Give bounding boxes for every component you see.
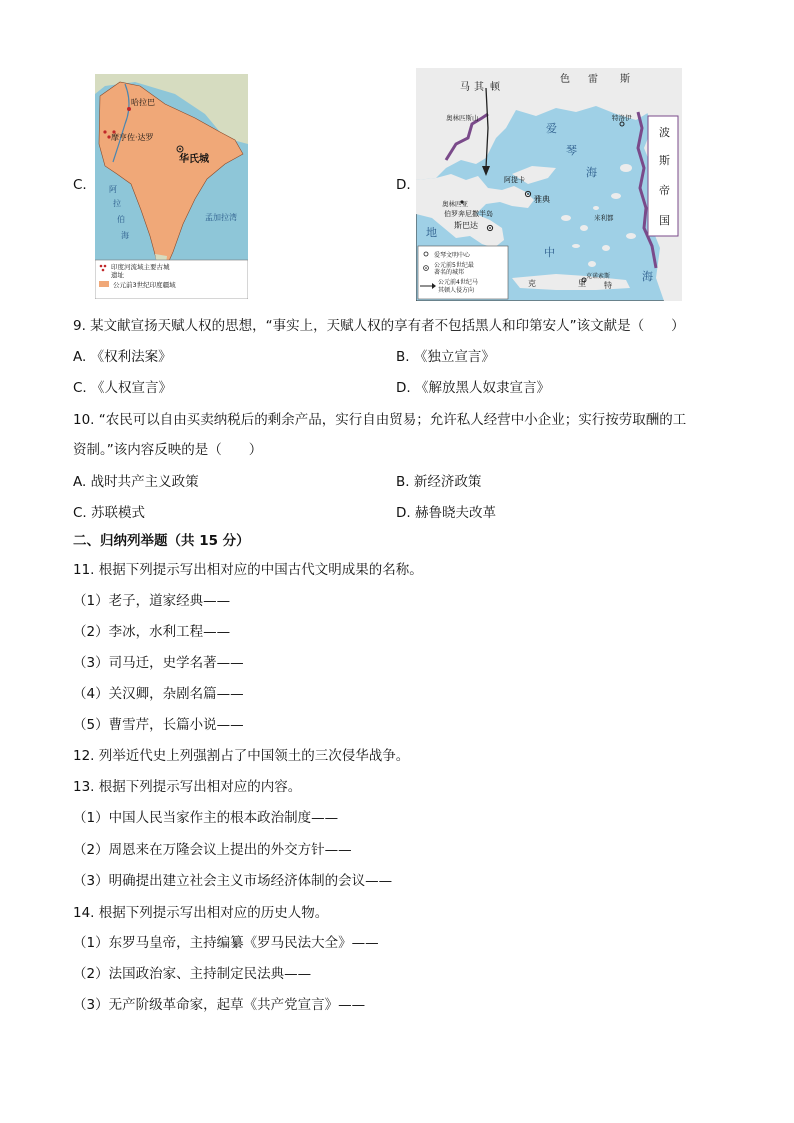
q11-item-1: （1）老子，道家经典—— [73, 593, 231, 609]
q13-item-2: （2）周恩来在万隆会议上提出的外交方针—— [73, 842, 352, 858]
q9-option-b: B. 《独立宣言》 [396, 349, 495, 365]
q10-option-a: A. 战时共产主义政策 [73, 474, 199, 490]
q10-option-b: B. 新经济政策 [396, 474, 482, 490]
q14-stem: 14. 根据下列提示写出相对应的历史人物。 [73, 905, 329, 921]
q9-option-a: A. 《权利法案》 [73, 349, 172, 365]
legend-invasion-line2: 其顿人侵方向 [438, 287, 475, 294]
label-med-1: 地 [426, 226, 437, 239]
q13-stem: 13. 根据下列提示写出相对应的内容。 [73, 779, 302, 795]
map-label-sea-w3: 伯 [117, 215, 125, 224]
label-persia-4: 国 [659, 214, 670, 227]
map-label-sea-w1: 阿 [109, 185, 117, 194]
q14-item-3: （3）无产阶级革命家，起草《共产党宣言》—— [73, 997, 366, 1013]
q10-option-c: C. 苏联模式 [73, 505, 146, 521]
q11-item-4: （4）关汉卿，杂剧名篇—— [73, 686, 244, 702]
legend-city-line1: 公元前5世纪最 [434, 262, 474, 269]
label-athens: 雅典 [534, 195, 550, 204]
q11-item-3: （3）司马迁，史学名著—— [73, 655, 244, 671]
label-macedon-1: 马 [460, 82, 470, 93]
legend-territory: 公元前3世纪印度疆域 [113, 281, 176, 289]
q12-stem: 12. 列举近代史上列强割占了中国领土的三次侵华战争。 [73, 748, 410, 764]
q11-item-5: （5）曹雪芹，长篇小说—— [73, 717, 244, 733]
option-c-label: C. [73, 177, 87, 193]
label-macedon-2: 其 [474, 82, 484, 93]
label-med-2: 中 [544, 246, 555, 259]
map-label-pataliputra: 华氏城 [179, 154, 209, 165]
label-olympus: 奥林匹斯山 [446, 114, 479, 122]
q9-stem: 9. 某文献宣扬天赋人权的思想，“事实上，天赋人权的享有者不包括黑人和印第安人”该文献是（ ） [73, 318, 685, 334]
option-d-label: D. [396, 177, 411, 193]
label-crete-1: 克 [528, 279, 536, 288]
q9-option-c: C. 《人权宣言》 [73, 380, 173, 396]
q10-option-d: D. 赫鲁晓夫改革 [396, 505, 496, 521]
label-persia-2: 斯 [659, 154, 670, 167]
label-troy: 特洛伊 [612, 114, 632, 122]
label-knossos: 克诺索斯 [586, 273, 611, 280]
label-macedon-3: 顿 [490, 82, 500, 93]
map-label-sea-w2: 拉 [113, 199, 121, 208]
q10-stem-line2: 资制。”该内容反映的是（ ） [73, 442, 263, 458]
map-label-bay: 孟加拉湾 [205, 213, 237, 222]
q10-stem-line1: 10. “农民可以自由买卖纳税后的剩余产品，实行自由贸易；允许私人经营中小企业；实行按劳取酬的工 [73, 412, 687, 428]
q13-item-3: （3）明确提出建立社会主义市场经济体制的会议—— [73, 873, 393, 889]
legend-aegean-center: 爱琴文明中心 [434, 252, 471, 259]
label-med-3: 海 [642, 270, 653, 283]
india-map [95, 74, 248, 299]
q9-option-d: D. 《解放黑人奴隶宣言》 [396, 380, 550, 396]
label-thrace-2: 雷 [588, 74, 598, 85]
map-label-harappa: 哈拉巴 [131, 98, 155, 107]
label-crete-2: 里 [578, 279, 586, 288]
section-2-title: 二、归纳列举题（共 15 分） [73, 533, 250, 549]
legend-city-line2: 著名的城邦 [434, 269, 465, 276]
label-peloponnese: 伯罗奔尼撒半岛 [444, 210, 493, 218]
map-label-sea-w4: 海 [121, 231, 129, 240]
q13-item-1: （1）中国人民当家作主的根本政治制度—— [73, 810, 339, 826]
legend-cities-line2: 遗址 [111, 271, 124, 279]
label-persia-1: 波 [659, 126, 670, 139]
label-thrace-1: 色 [560, 74, 570, 85]
label-miletus: 米利都 [594, 214, 614, 222]
legend-cities-line1: 印度河流域主要古城 [111, 263, 170, 271]
q11-item-2: （2）李冰，水利工程—— [73, 624, 231, 640]
label-attica: 阿提卡 [504, 176, 525, 184]
label-persia-3: 帝 [659, 184, 670, 197]
label-thrace-3: 斯 [620, 74, 630, 85]
label-aegean-2: 琴 [566, 144, 577, 157]
aegean-map [416, 68, 682, 301]
q14-item-1: （1）东罗马皇帝，主持编纂《罗马民法大全》—— [73, 935, 379, 951]
label-olympia: 奥林匹亚 [442, 200, 468, 208]
label-sparta: 斯巴达 [454, 221, 478, 230]
map-label-mohenjo: 摩亨佐·达罗 [111, 133, 154, 142]
label-crete-3: 特 [604, 281, 612, 290]
harappa-dot [127, 107, 131, 111]
q14-item-2: （2）法国政治家、主持制定民法典—— [73, 966, 312, 982]
label-aegean-1: 爱 [546, 122, 557, 135]
q11-stem: 11. 根据下列提示写出相对应的中国古代文明成果的名称。 [73, 562, 423, 578]
label-aegean-3: 海 [586, 166, 597, 179]
legend-invasion-line1: 公元前4世纪马 [438, 279, 478, 286]
